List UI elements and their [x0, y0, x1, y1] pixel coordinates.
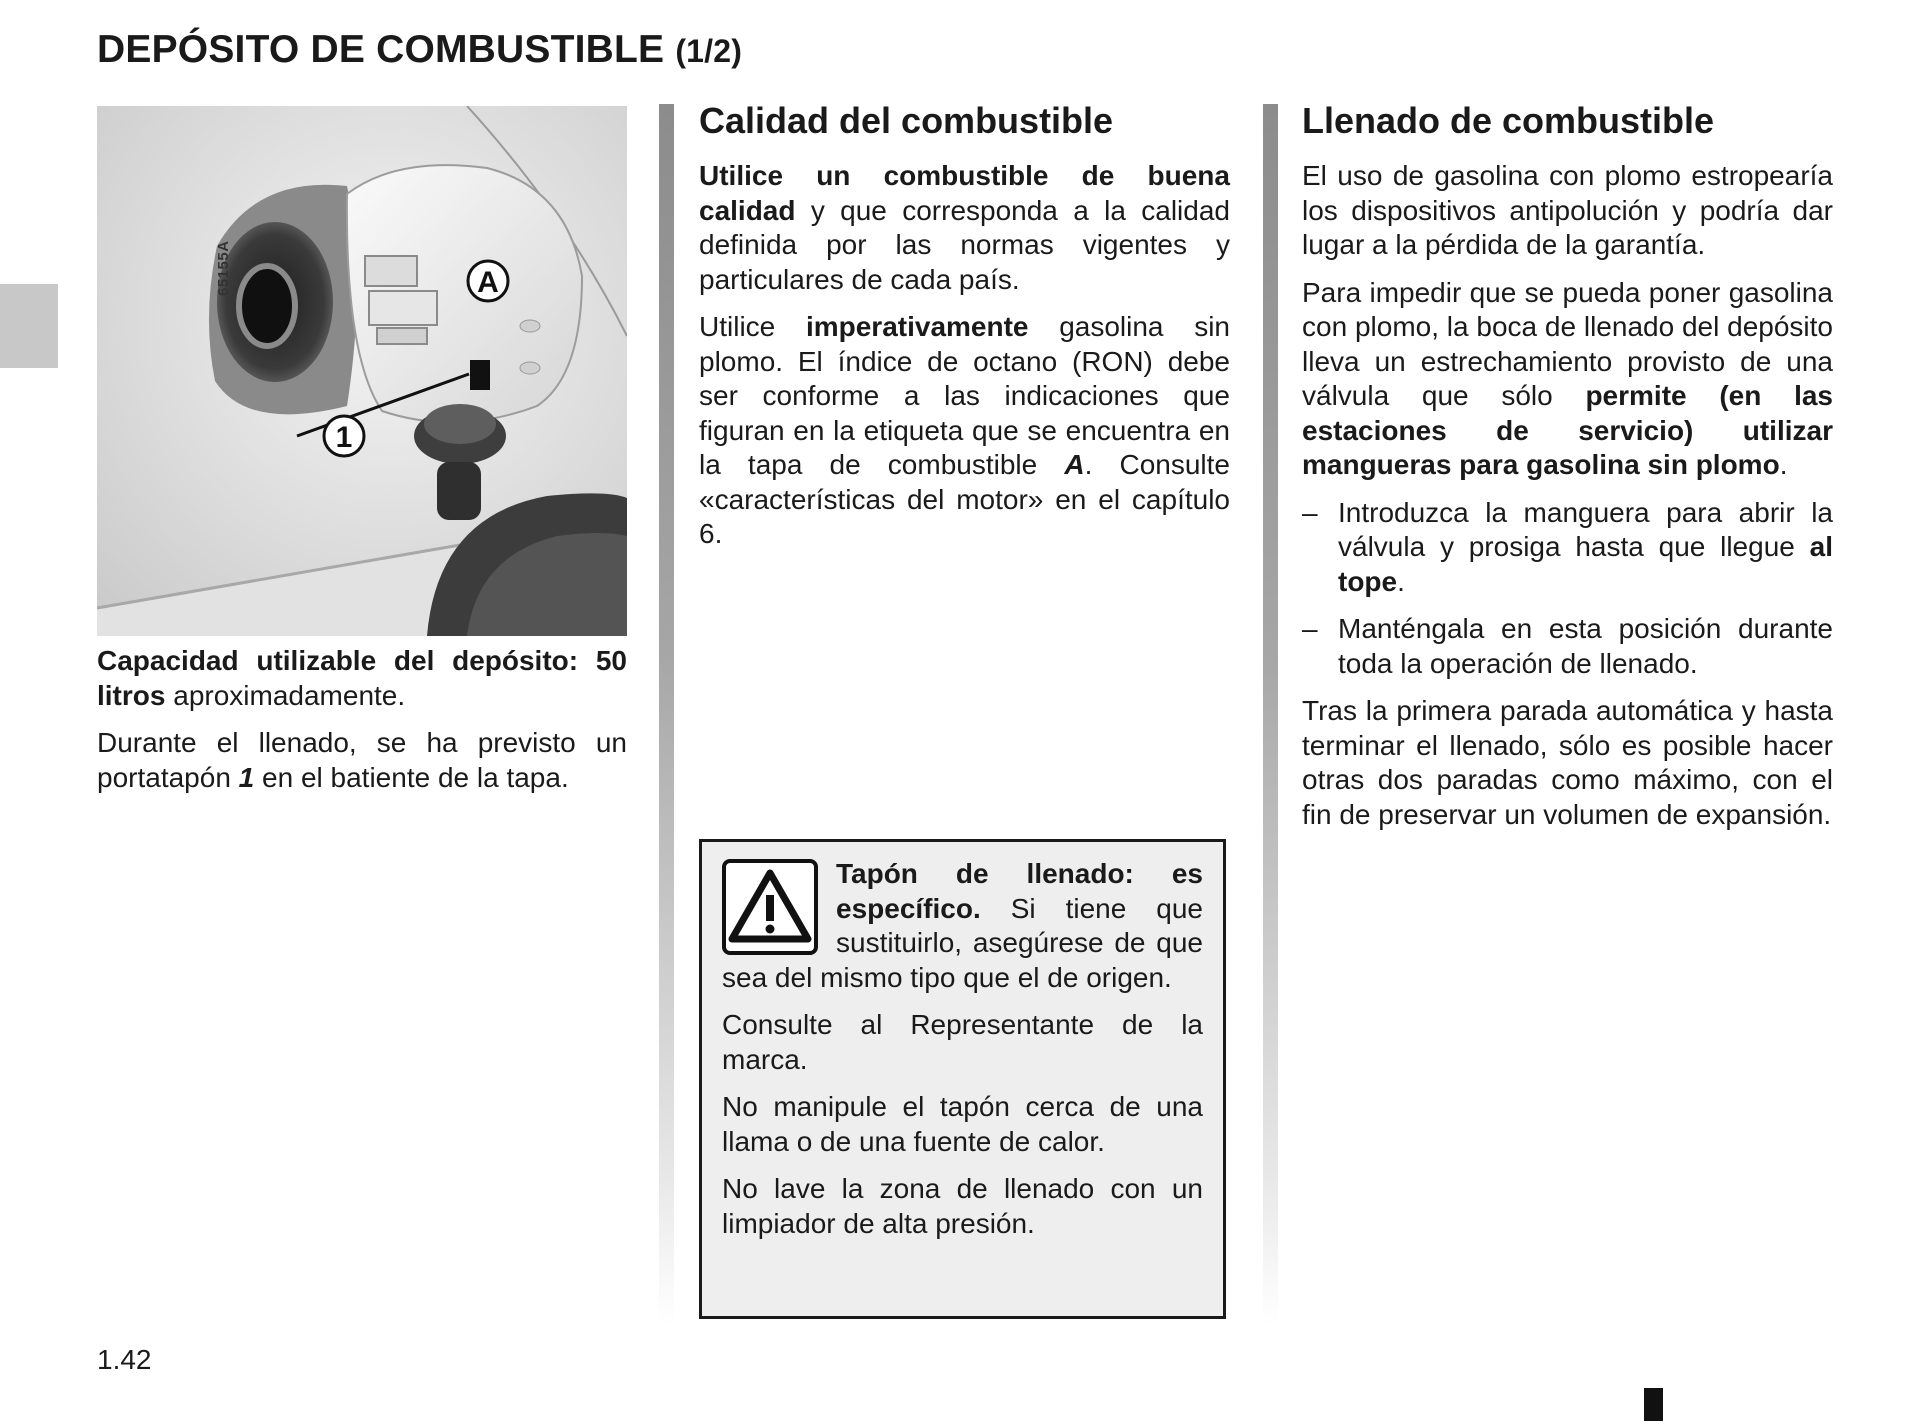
- quality-p1-bold: Utilice un combustible de buena calidad: [699, 160, 1230, 226]
- quality-section: [699, 100, 1230, 565]
- filling-b1-b: .: [1397, 565, 1405, 597]
- filling-paragraph-2: [1302, 276, 1833, 483]
- quality-p2-c: . Consulte «características del motor» en el capítulo 6.: [699, 449, 1230, 549]
- quality-heading: Calidad del combustible: [699, 100, 1114, 141]
- list-item: [1302, 612, 1833, 681]
- warning-p1-bold: Tapón de llenado: es específico.: [836, 858, 1203, 924]
- quality-p2-bold: imperativamente: [805, 311, 1029, 342]
- capacity-bold: Capacidad utilizable del depósito: 50 litros: [97, 645, 627, 711]
- filling-paragraph-1: El uso de gasolina con plomo estropearía los dispositivos antipolución y podría dar lugar a la pérdida de la garantía.: [1302, 160, 1833, 260]
- label-1: 1: [335, 421, 353, 454]
- cap-holder-text-a: Durante el llenado, se ha previsto un portatapón: [97, 727, 627, 793]
- warning-triangle-icon: [722, 859, 818, 955]
- list-dash: –: [1302, 613, 1318, 644]
- filling-heading: Llenado de combustible: [1302, 100, 1715, 141]
- filling-paragraph-3: Tras la primera parada automática y hasta terminar el llenado, sólo es posible hacer otras dos paradas como máximo, con el fin de preservar un volumen de expansión.: [1302, 695, 1833, 830]
- quality-p2-ref: A: [1064, 449, 1085, 480]
- fuel-flap-photo: [97, 106, 627, 636]
- warning-paragraph-4: No lave la zona de llenado con un limpiador de alta presión.: [722, 1173, 1203, 1239]
- cap-holder-ref: 1: [238, 761, 255, 793]
- left-column-text: [97, 644, 627, 808]
- cap-holder-paragraph: [97, 726, 627, 795]
- page-edge-marker: [1644, 1388, 1663, 1421]
- warning-paragraph-3: No manipule el tapón cerca de una llama o de una fuente de calor.: [722, 1091, 1203, 1157]
- capacity-paragraph: [97, 644, 627, 713]
- figure-code: 65155A: [215, 240, 232, 296]
- quality-p2-a: Utilice: [699, 311, 806, 342]
- list-item-text: Manténgala en esta posición durante toda la operación de llenado.: [1338, 613, 1833, 679]
- page-title-text: DEPÓSITO DE COMBUSTIBLE: [97, 28, 665, 71]
- list-item: [1302, 496, 1833, 600]
- fuel-flap-illustration: [97, 106, 627, 636]
- warning-paragraph-2: Consulte al Representante de la marca.: [722, 1009, 1203, 1075]
- cap-holder-text-b: en el batiente de la tapa.: [254, 761, 569, 793]
- list-item-text: [1338, 496, 1833, 600]
- column-divider: [659, 104, 674, 1324]
- warning-box: [699, 839, 1226, 1319]
- filling-p2-bold: permite (en las estaciones de servicio) utilizar mangueras para gasolina sin plomo: [1302, 380, 1833, 480]
- filling-p2-a: Para impedir que se pueda poner gasolina con plomo, la boca de llenado del depósito lleva un estrechamiento provisto de una válvula que sólo: [1302, 276, 1833, 411]
- label-a: A: [477, 266, 499, 299]
- column-divider: [1263, 104, 1278, 1324]
- filling-b1-a: Introduzca la manguera para abrir la válvula y prosiga hasta que llegue: [1338, 496, 1833, 562]
- quality-p1-rest: y que corresponda a la calidad definida por las normas vigentes y particulares de cada país.: [699, 194, 1230, 295]
- filling-b1-bold: al tope: [1338, 531, 1833, 597]
- list-dash: –: [1302, 496, 1318, 528]
- quality-p2-b: gasolina sin plomo. El índice de octano (RON) debe ser conforme a las indicaciones que figuran en la etiqueta que se encuentra en la tapa de combustible: [699, 311, 1231, 480]
- capacity-rest: aproximadamente.: [165, 679, 406, 711]
- page-number: 1.42: [97, 1344, 152, 1375]
- page-title: [97, 28, 742, 72]
- quality-paragraph-1: [699, 159, 1230, 297]
- filling-section: [1302, 100, 1833, 845]
- quality-paragraph-2: [699, 310, 1230, 552]
- warning-p1-rest: Si tiene que sustituirlo, asegúrese de que sea del mismo tipo que el de origen.: [722, 892, 1203, 993]
- filling-p2-b: .: [1779, 449, 1788, 480]
- section-tab: [0, 284, 58, 368]
- page-title-part: (1/2): [675, 33, 743, 69]
